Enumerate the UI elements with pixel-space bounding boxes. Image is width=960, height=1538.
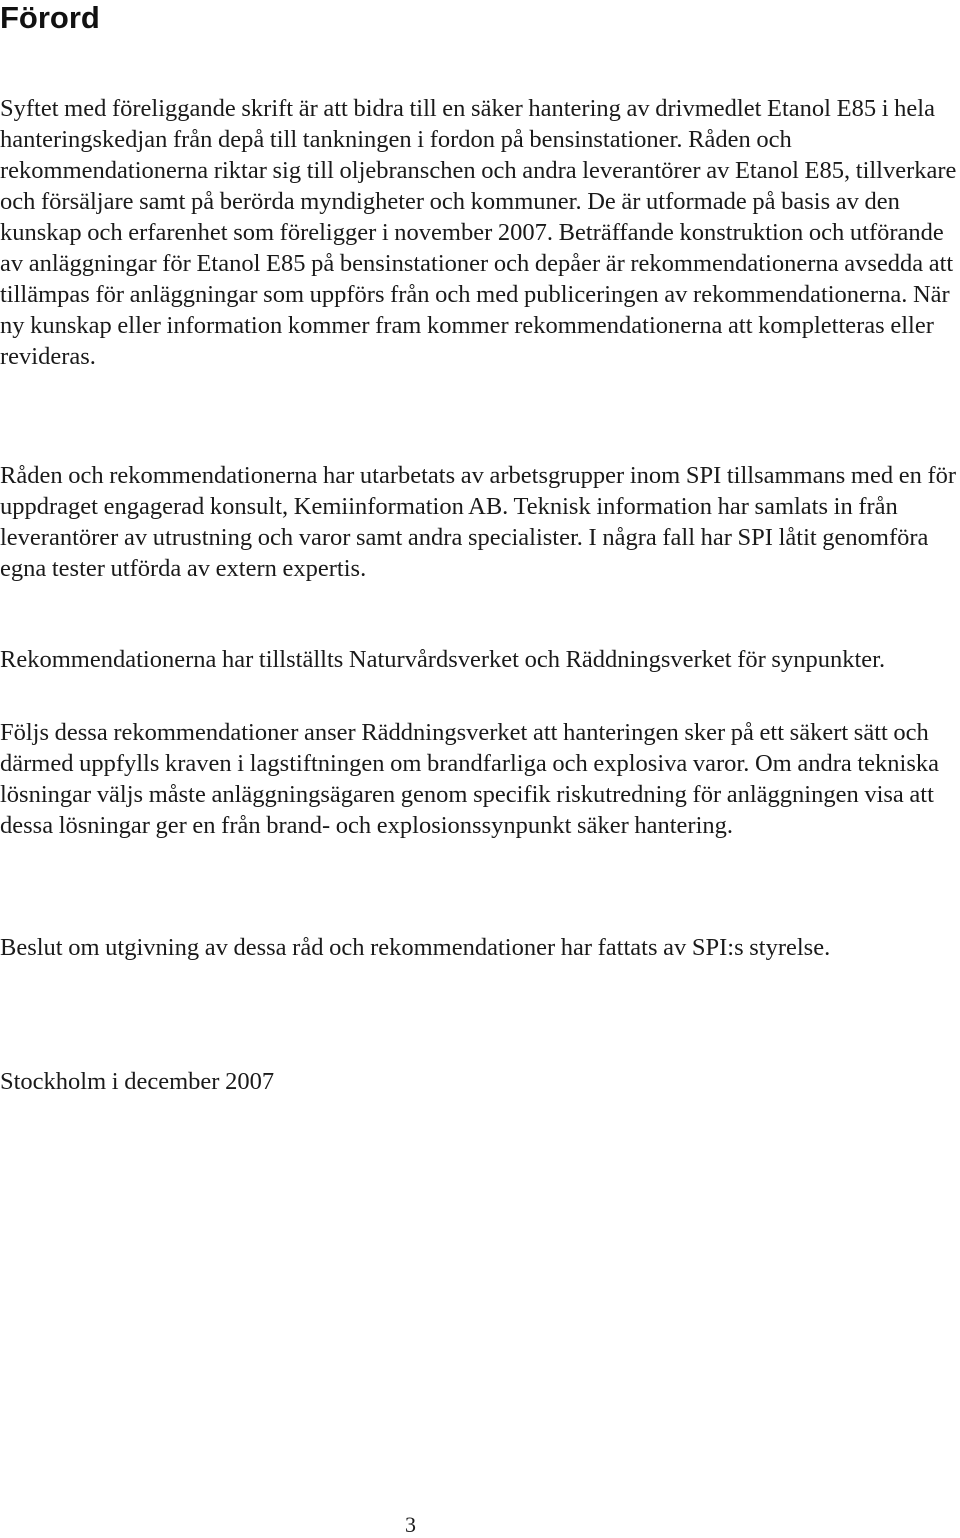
paragraph-authors: Råden och rekommendationerna har utarbetats av arbetsgrupper inom SPI tillsammans med en för uppdraget engagerad konsult, Kemiinformation AB. Teknisk information har samlats in från leverantörer av utrustning och varor samt andra specialister. I några fall har SPI låtit genomföra egna tester utförda av extern expertis. <box>0 462 957 582</box>
paragraph-decision: Beslut om utgivning av dessa råd och rekommendationer har fattats av SPI:s styrelse. <box>0 934 831 961</box>
page-number: 3 <box>405 1512 416 1537</box>
paragraph-compliance: Följs dessa rekommendationer anser Räddningsverket att hanteringen sker på ett säkert sätt och därmed uppfylls kraven i lagstiftningen om brandfarliga och explosiva varor. Om andra tekniska lösningar väljs måste anläggningsägaren genom specifik riskutredning för anläggningen visa att dessa lösningar ger en från brand- och explosionssynpunkt säker hantering. <box>0 719 940 839</box>
place-and-date: Stockholm i december 2007 <box>0 1068 275 1095</box>
paragraph-purpose: Syftet med föreliggande skrift är att bidra till en säker hantering av drivmedlet Etanol E85 i hela hanteringskedjan från depå till tankningen i fordon på bensinstationer. Råden och rekommendationerna riktar sig till oljebranschen och andra leverantörer av Etanol E85, tillverkare och försäljare samt på berörda myndigheter och kommuner. De är utformade på basis av den kunskap och erfarenhet som föreligger i november 2007. Beträffande konstruktion och utförande av anläggningar för Etanol E85 på bensinstationer och depåer är rekommendationerna avsedda att tillämpas för anläggningar som uppförs från och med publiceringen av rekommendationerna. När ny kunskap eller information kommer fram kommer rekommendationerna att kompletteras eller revideras. <box>0 95 957 370</box>
page-title: Förord <box>0 0 100 35</box>
paragraph-review: Rekommendationerna har tillställts Naturvårdsverket och Räddningsverket för synpunkter. <box>0 646 886 673</box>
